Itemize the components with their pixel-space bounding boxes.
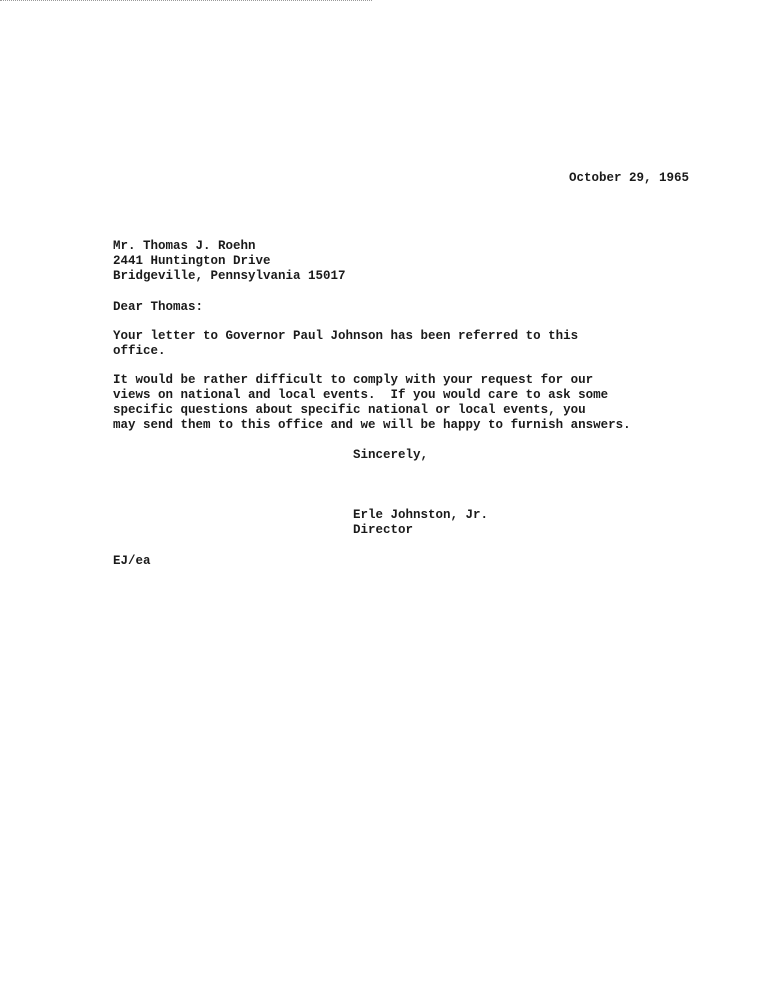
complimentary-closing: Sincerely, [353, 448, 429, 462]
recipient-street: 2441 Huntington Drive [113, 254, 271, 268]
paragraph-line: specific questions about specific national or local events, you [113, 403, 586, 417]
signer-name: Erle Johnston, Jr. [353, 508, 489, 522]
page-top-edge [0, 0, 372, 1]
signer-title: Director [353, 523, 414, 537]
salutation: Dear Thomas: [113, 300, 204, 314]
paragraph-line: It would be rather difficult to comply with your request for our [113, 373, 594, 387]
recipient-city: Bridgeville, Pennsylvania 15017 [113, 269, 346, 283]
paragraph-line: Your letter to Governor Paul Johnson has been referred to this [113, 329, 579, 343]
reference-initials: EJ/ea [113, 554, 151, 568]
paragraph-line: office. [113, 344, 166, 358]
paragraph-line: may send them to this office and we will be happy to furnish answers. [113, 418, 631, 432]
paragraph-line: views on national and local events. If you would care to ask some [113, 388, 609, 402]
letter-date: October 29, 1965 [569, 171, 690, 185]
recipient-name: Mr. Thomas J. Roehn [113, 239, 256, 253]
